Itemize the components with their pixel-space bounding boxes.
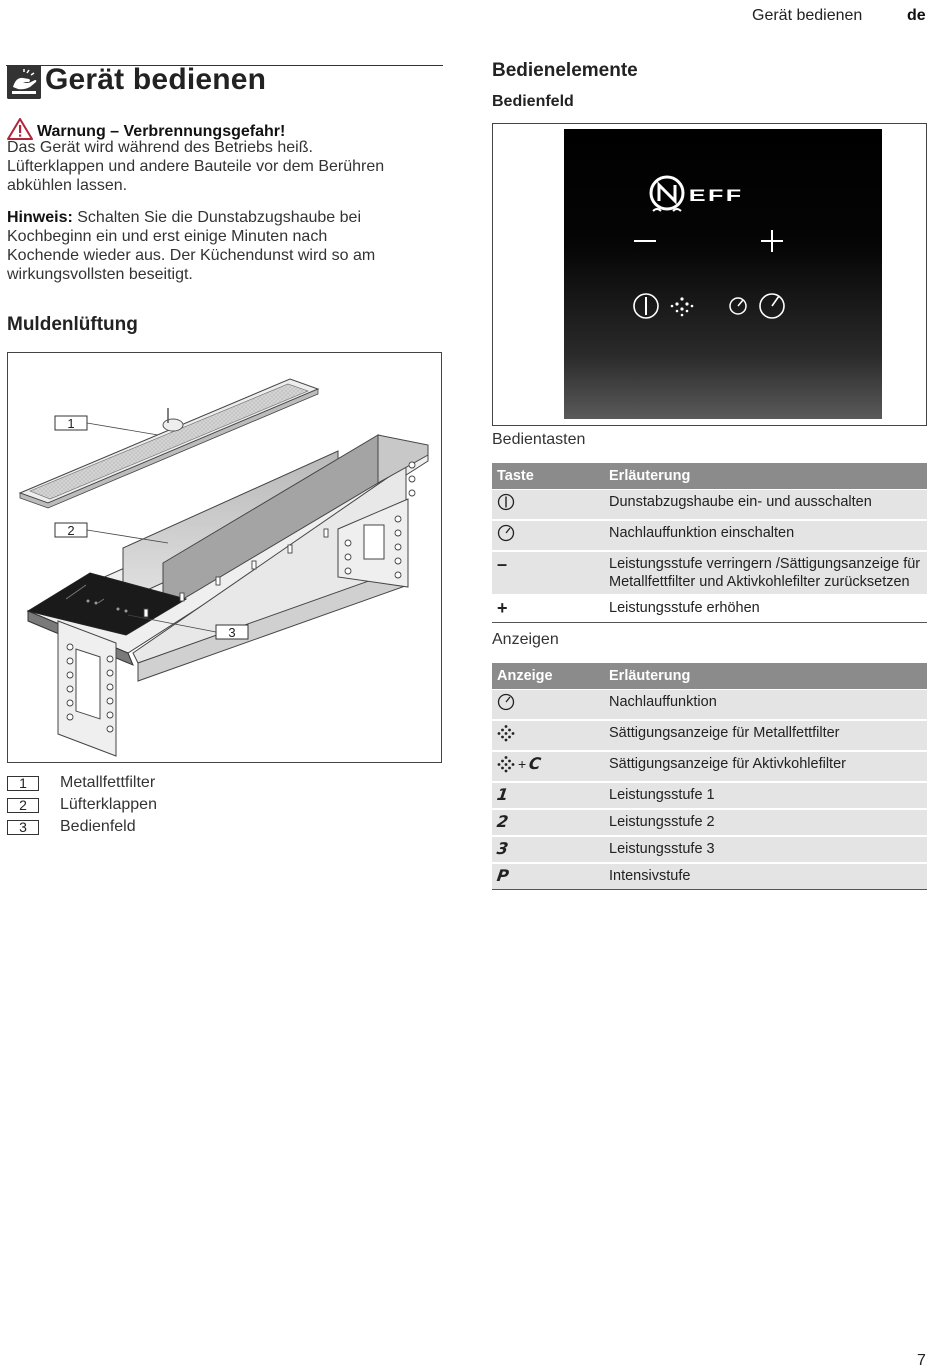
filter-plus-c-icon — [497, 755, 541, 773]
warning-line: abkühlen lassen. — [7, 177, 128, 194]
table-row — [492, 751, 927, 782]
segment-digit-2-icon: 2 — [495, 812, 510, 831]
legend-label: Metallfettfilter — [60, 774, 156, 791]
row-description: Dunstabzugshaube ein- und ausschalten — [604, 490, 927, 521]
table-row — [492, 520, 927, 551]
table-row — [492, 836, 927, 863]
row-description: Leistungsstufe 3 — [604, 836, 927, 863]
callout-3: 3 — [228, 625, 236, 640]
legend-item — [7, 816, 157, 838]
brand-name: EFF — [688, 186, 744, 205]
control-panel — [564, 129, 882, 419]
warning-text — [7, 138, 437, 195]
row-description: Leistungsstufe erhöhen — [604, 595, 927, 623]
legend-number: 3 — [7, 820, 39, 835]
bedientasten-title: Bedientasten — [492, 431, 586, 448]
note-line: Schalten Sie die Dunstabzugshaube bei — [72, 209, 361, 226]
brand-logo — [651, 177, 744, 211]
warning-line: Lüfterklappen und andere Bauteile vor dem Berühren — [7, 158, 385, 175]
column-header-anzeige: Anzeige — [492, 663, 604, 690]
plus-sign: + — [518, 756, 527, 772]
table-header — [492, 463, 927, 490]
segment-digit-1-icon: 1 — [495, 785, 510, 804]
note-line: Kochbeginn ein und erst einige Minuten nach — [7, 228, 328, 245]
table-row — [492, 490, 927, 521]
plus-icon: + — [497, 598, 508, 618]
filter-icon — [497, 724, 515, 742]
running-header-title: Gerät bedienen — [752, 7, 863, 24]
runon-touch-key[interactable] — [760, 294, 784, 318]
legend-number: 2 — [7, 798, 39, 813]
filter-icon — [497, 755, 515, 773]
figure-legend — [7, 772, 157, 838]
segment-digit-3-icon: 3 — [495, 839, 510, 858]
legend-item — [7, 794, 157, 816]
callout-1: 1 — [67, 416, 75, 431]
warning-title: Warnung – Verbrennungsgefahr! — [37, 122, 286, 140]
section-heading-bedienelemente: Bedienelemente — [492, 60, 638, 81]
page-title: Gerät bedienen — [45, 63, 267, 96]
power-touch-key[interactable] — [634, 294, 658, 318]
table-row — [492, 720, 927, 751]
segment-c-icon: C — [527, 754, 543, 773]
page-number: 7 — [917, 1352, 926, 1369]
subheading-bedienfeld: Bedienfeld — [492, 93, 574, 110]
table-row — [492, 809, 927, 836]
table-row — [492, 690, 927, 721]
segment-p-icon: P — [495, 866, 511, 885]
plus-touch-key[interactable] — [761, 230, 783, 252]
section-heading-muldenlueftung: Muldenlüftung — [7, 314, 138, 335]
legend-number: 1 — [7, 776, 39, 791]
row-description: Intensivstufe — [604, 863, 927, 890]
minus-touch-key[interactable] — [634, 240, 656, 242]
downdraft-illustration — [7, 352, 442, 763]
column-header-erlaeuterung: Erläuterung — [604, 663, 927, 690]
table-row — [492, 782, 927, 809]
row-description: Leistungsstufe 1 — [604, 782, 927, 809]
row-description: Leistungsstufe verringern /Sättigungsanzeige für Metallfettfilter und Aktivkohlefilter zurücksetzen — [604, 551, 927, 595]
timer-icon — [497, 524, 515, 542]
note — [7, 208, 437, 284]
note-label: Hinweis: — [7, 209, 73, 226]
anzeigen-table — [492, 663, 927, 890]
row-description: Nachlauffunktion einschalten — [604, 520, 927, 551]
column-header-taste: Taste — [492, 463, 604, 490]
note-line: wirkungsvollsten beseitigt. — [7, 266, 193, 283]
table-row — [492, 595, 927, 623]
warning-line: Das Gerät wird während des Betriebs heiß. — [7, 139, 313, 156]
anzeigen-title: Anzeigen — [492, 631, 559, 648]
column-header-erlaeuterung: Erläuterung — [604, 463, 927, 490]
row-description: Sättigungsanzeige für Metallfettfilter — [604, 720, 927, 751]
table-header — [492, 663, 927, 690]
operate-appliance-icon — [7, 65, 41, 99]
running-header-lang: de — [907, 7, 926, 24]
row-description: Leistungsstufe 2 — [604, 809, 927, 836]
row-description: Nachlauffunktion — [604, 690, 927, 721]
timer-icon — [497, 693, 515, 711]
filter-saturation-indicator — [671, 297, 694, 316]
legend-label: Lüfterklappen — [60, 796, 157, 813]
runon-indicator — [730, 298, 746, 314]
power-icon — [497, 493, 515, 511]
bedientasten-table — [492, 463, 927, 623]
table-row — [492, 551, 927, 595]
legend-label: Bedienfeld — [60, 818, 136, 835]
table-row — [492, 863, 927, 890]
row-description: Sättigungsanzeige für Aktivkohlefilter — [604, 751, 927, 782]
note-line: Kochende wieder aus. Der Küchendunst wird so am — [7, 247, 376, 264]
minus-icon: – — [497, 554, 508, 574]
callout-2: 2 — [67, 523, 75, 538]
legend-item — [7, 772, 157, 794]
